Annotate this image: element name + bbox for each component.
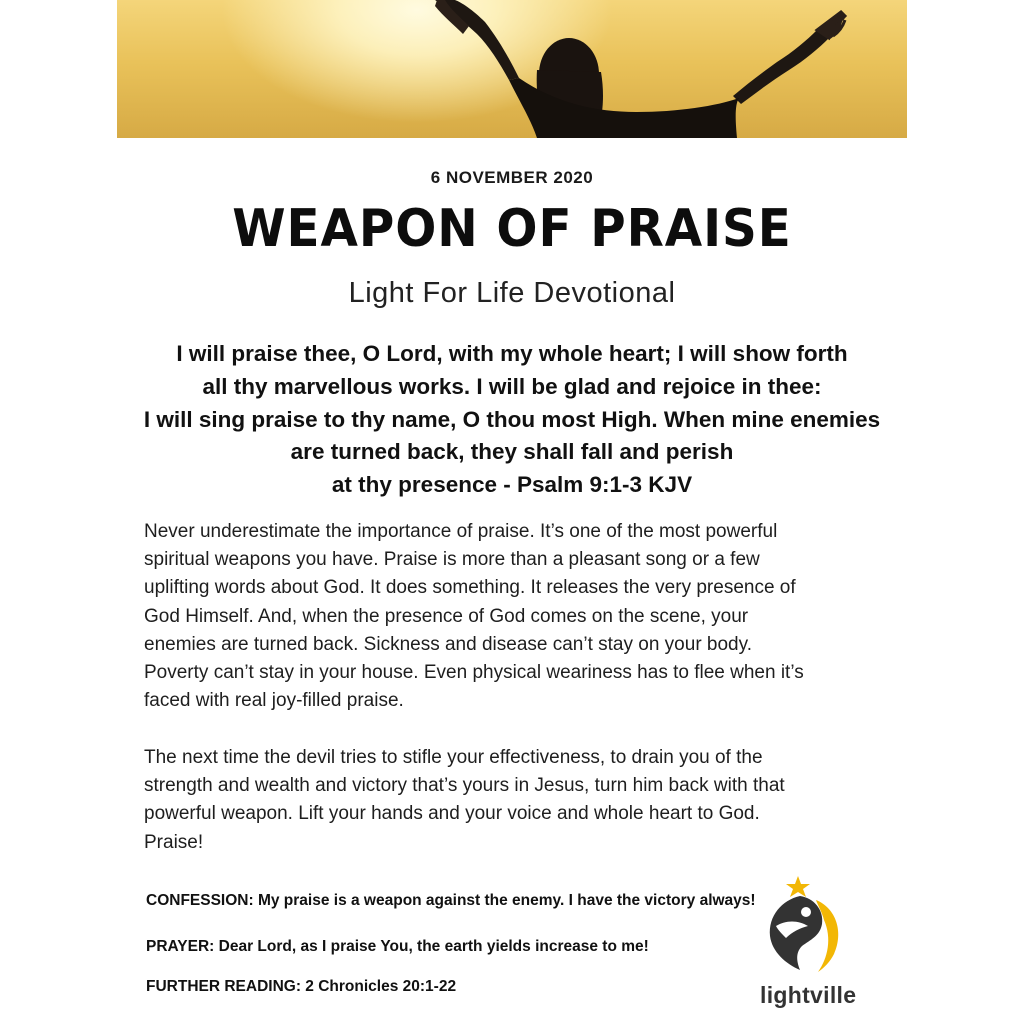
body-line: Never underestimate the importance of praise. It’s one of the most powerful [144,521,778,542]
scripture-line: I will sing praise to thy name, O thou most High. When mine enemies [143,406,881,432]
confession-text: CONFESSION: My praise is a weapon against the enemy. I have the victory always! [146,892,756,909]
scripture-line: at thy presence - Psalm 9:1-3 KJV [331,472,693,498]
scripture-line: all thy marvellous works. I will be glad and rejoice in thee: [202,373,822,399]
raised-hands-figure [117,0,907,138]
lightville-logo-icon [760,874,856,978]
body-line: God Himself. And, when the presence of God comes on the scene, your [144,605,749,627]
scripture-line: I will praise thee, O Lord, with my whole heart; I will show forth [176,341,848,366]
devotional-date: 6 NOVEMBER 2020 [430,168,594,187]
prayer-text: PRAYER: Dear Lord, as I praise You, the earth yields increase to me! [146,938,649,955]
body-line: spiritual weapons you have. Praise is more than a pleasant song or a few [144,549,760,571]
page-title: WEAPON OF PRAISE [232,199,792,259]
scripture-line: are turned back, they shall fall and perish [290,439,734,465]
body-paragraph-2 [144,744,904,857]
body-line: The next time the devil tries to stifle your effectiveness, to drain you of the [144,747,763,768]
body-line: strength and wealth and victory that’s yours in Jesus, turn him back with that [144,775,785,797]
page-subtitle: Light For Life Devotional [348,277,676,309]
body-paragraph-1 [144,518,904,715]
body-line: enemies are turned back. Sickness and disease can’t stay on your body. [144,633,752,655]
hero-image [117,0,907,138]
further-reading-text: FURTHER READING: 2 Chronicles 20:1-22 [146,978,457,995]
body-line: Poverty can’t stay in your house. Even physical weariness has to flee when it’s [144,662,804,684]
lightville-logo-text: lightville [760,982,857,1008]
body-line: Praise! [144,831,204,853]
body-line: faced with real joy-filled praise. [144,690,404,712]
body-line: powerful weapon. Lift your hands and your voice and whole heart to God. [144,803,760,825]
body-line: uplifting words about God. It does something. It releases the very presence of [144,577,796,599]
scripture-verse [100,338,924,502]
